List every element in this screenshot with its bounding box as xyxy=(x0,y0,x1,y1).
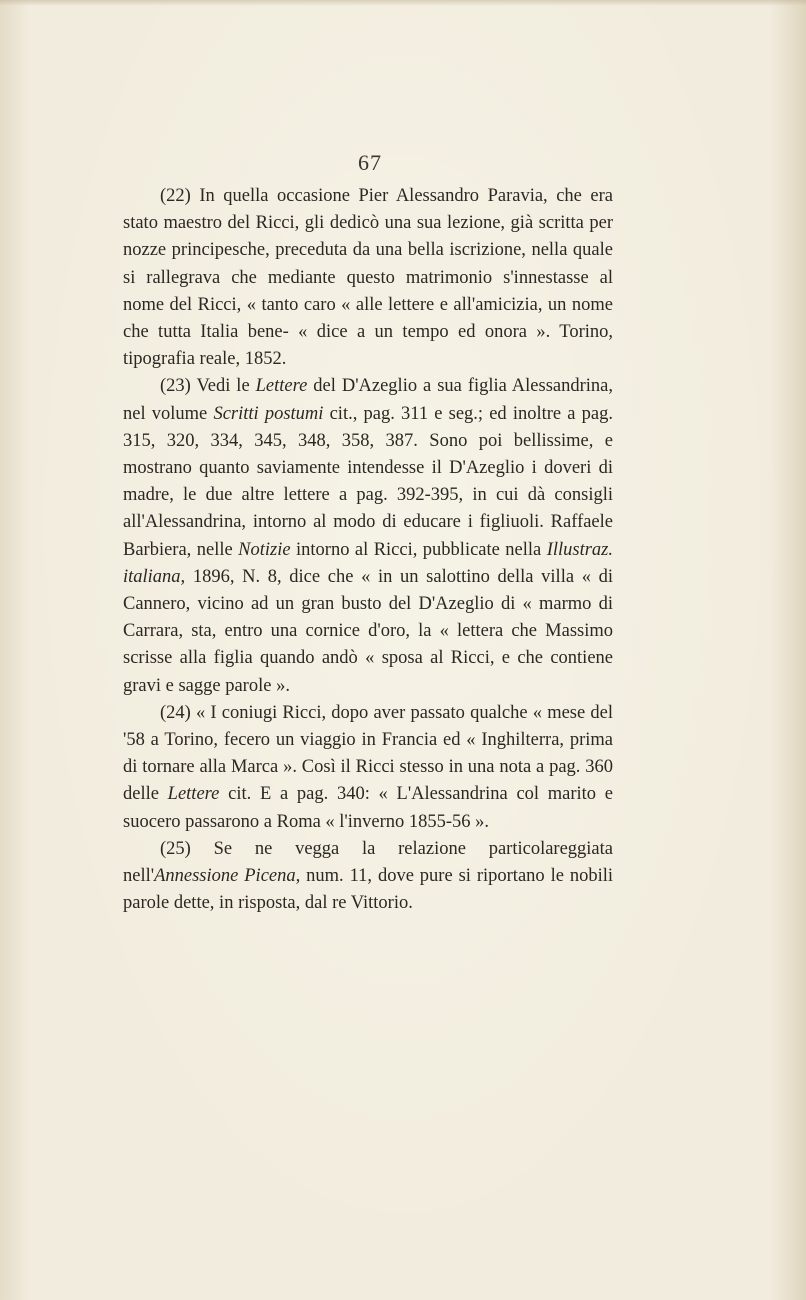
note-23-text-3: cit., pag. 311 e seg.; ed inoltre a pag. 315, 320, 334, 345, 348, 358, 387. Sono poi bellissime, e mostrano quanto saviamente intendesse il D'Azeglio i doveri di madre, le due altre lettere a pag. 392-395, in cui dà consigli all'Alessandrina, intorno al modo di educare i figliuoli. Raffaele Barbiera, nelle xyxy=(123,403,614,560)
endnotes xyxy=(123,183,613,917)
note-23-text-1: (23) Vedi le xyxy=(160,376,256,397)
note-24-text-2: cit. E a pag. 340: « L'Alessandrina col marito e suocero passarono a Roma « l'inverno 1855-56 ». xyxy=(123,784,613,832)
note-23-text-2: del D'Azeglio a sua figlia Alessandrina, nel volume xyxy=(123,376,613,424)
note-25-title-annessione: Annessione Picena, xyxy=(154,866,301,887)
note-22 xyxy=(123,183,613,373)
note-23-title-illustrazione: Illustraz. italiana, xyxy=(123,539,614,587)
note-24 xyxy=(123,700,613,836)
note-23 xyxy=(123,373,613,699)
note-23-text-4: intorno al Ricci, pubblicate nella xyxy=(290,539,547,560)
note-23-title-notizie: Notizie xyxy=(238,539,291,560)
note-25-text-2: num. 11, dove pure si riportano le nobili parole dette, in risposta, dal re Vittorio. xyxy=(123,866,614,914)
note-24-title-lettere: Lettere xyxy=(167,784,220,805)
note-23-text-5: 1896, N. 8, dice che « in un salottino della villa « di Cannero, vicino ad un gran busto del D'Azeglio di « marmo di Carrara, sta, entro una cornice d'oro, la « lettera che Massimo scrisse alla figlia quando andò « sposa al Ricci, e che contiene gravi e sagge parole ». xyxy=(123,566,613,696)
note-24-text-1: (24) « I coniugi Ricci, dopo aver passato qualche « mese del '58 a Torino, fecero un viaggio in Francia ed « Inghilterra, prima di tornare alla Marca ». Così il Ricci stesso in una nota a pag. 360 delle xyxy=(123,702,613,805)
note-22-text: (22) In quella occasione Pier Alessandro Paravia, che era stato maestro del Ricci, gli dedicò una sua lezione, già scritta per nozze principesche, preceduta da una bella iscrizione, nella quale si rallegrava che mediante questo matrimonio s'innestasse al nome del Ricci, « tanto caro « alle lettere e all'amicizia, un nome che tutta Italia bene- « dice a un tempo ed onora ». Torino, tipografia reale, 1852. xyxy=(123,186,613,370)
note-25-text-1: (25) Se ne vegga la relazione particolareggiata nell' xyxy=(123,838,613,887)
note-23-title-lettere: Lettere xyxy=(255,376,308,397)
page-number: 67 xyxy=(358,150,382,175)
note-25 xyxy=(123,836,613,918)
page-top-edge xyxy=(0,0,806,6)
note-23-title-scritti-postumi: Scritti postumi xyxy=(213,403,324,424)
